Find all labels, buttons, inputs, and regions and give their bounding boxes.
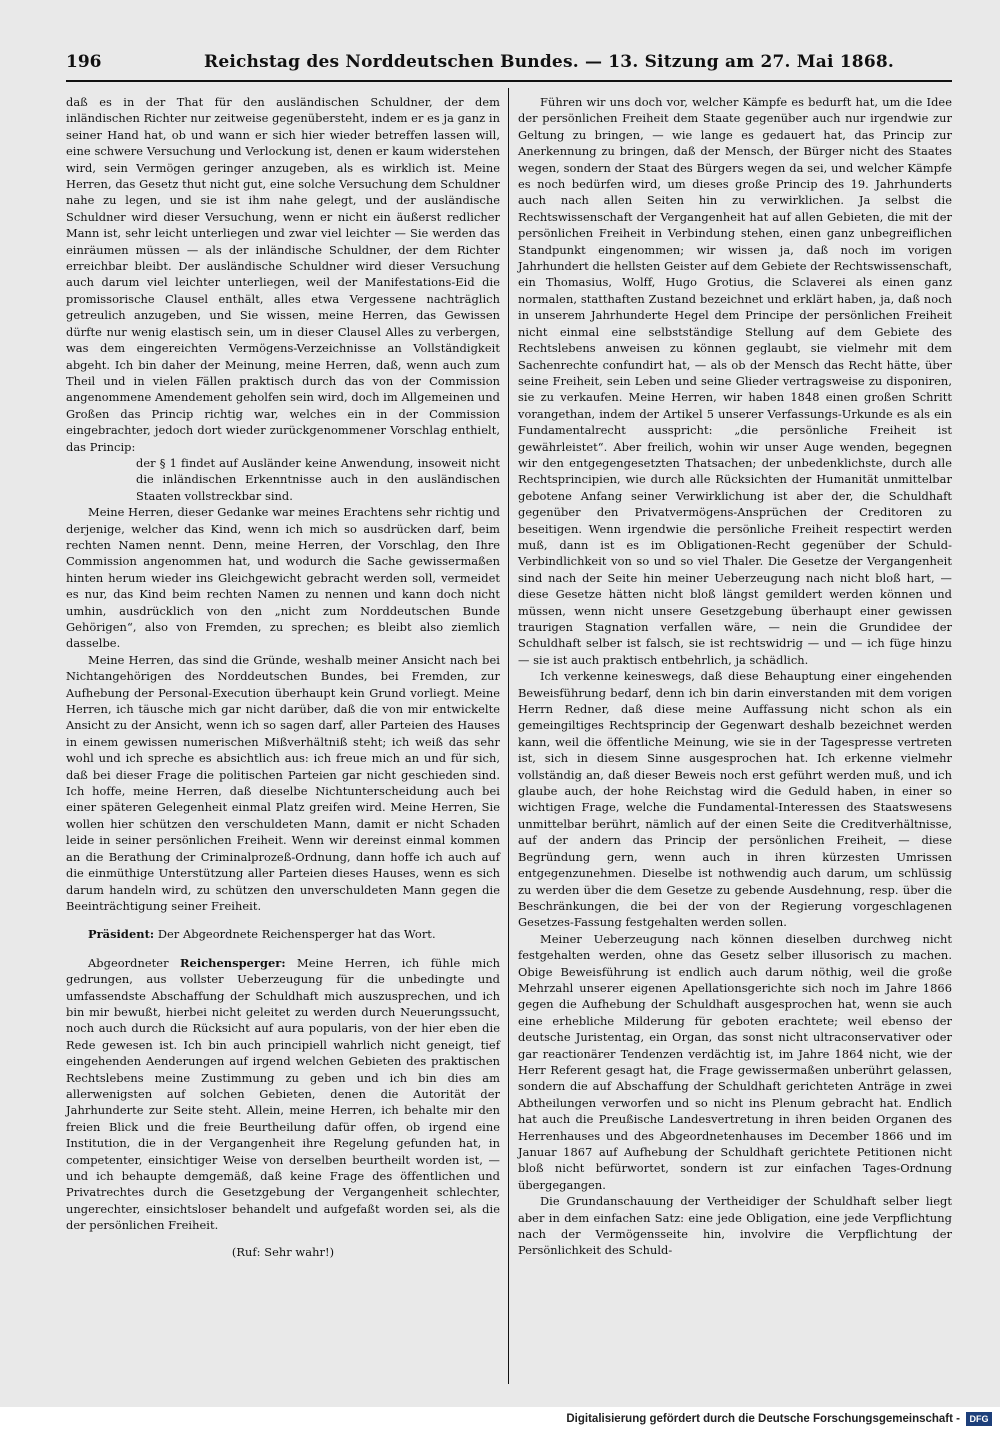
column-divider <box>508 88 509 1384</box>
quoted-proposal: der § 1 findet auf Ausländer keine Anwendung, insoweit nicht die inländischen Erkenntnisse auch in den ausländischen Staaten vollstreckbar sind. <box>136 455 500 503</box>
running-title: Reichstag des Norddeutschen Bundes. — 13. Sitzung am 27. Mai 1868. <box>204 52 894 72</box>
president-text: Der Abgeordnete Reichensperger hat das Wort. <box>157 927 436 942</box>
running-header <box>66 50 984 80</box>
paragraph: Meiner Ueberzeugung nach können dieselben durchweg nicht festgehalten werden, ohne das Gesetz selber illusorisch zu machen. Obige Beweisführung ist endlich auch darum nöthig, weil die große Mehrzahl unserer eigenen Apellationsgerichte sich noch im Jahre 1866 gegen die Aufhebung der Schuldhaft ausgesprochen hat, wenn sie auch eine erhebliche Milderung für geboten erachtete; weil ebenso der deutsche Juristentag, ein Organ, das sonst nicht ultraconservativer oder gar reactionärer Tendenzen verdächtig ist, im Jahre 1864 nicht, wie der Herr Referent gesagt hat, die Frage gewissermaßen unberührt gelassen, sondern die auf Abschaffung der Schuldhaft gerichteten Anträge in zwei Abtheilungen verworfen und so nicht ins Plenum gebracht hat. Endlich hat auch die Preußische Landesvertretung in ihren beiden Organen des Herrenhauses und des Abgeordnetenhauses im December 1866 und im Januar 1867 auf Aufhebung der Schuldhaft gerichtete Petitionen nicht bloß nicht befürwortet, sondern ist zur einfachen Tages-Ordnung übergegangen. <box>518 931 952 1192</box>
dfg-logo: DFG <box>966 1412 992 1426</box>
funding-credit: Digitalisierung gefördert durch die Deutsche Forschungsgemeinschaft - <box>566 1413 960 1425</box>
paragraph: Führen wir uns doch vor, welcher Kämpfe es bedurft hat, um die Idee der persönlichen Freiheit dem Staate gegenüber auch nur irgendwie zur Geltung zu bringen, — wie lange es gedauert hat, das Princip zur Anerkennung zu bringen, daß der Mensch, der Bürger nicht des Staates wegen, sondern der Staat des Bürgers wegen da sei, und welcher Kämpfe es noch bedürfen wird, um dieses große Princip des 19. Jahrhunderts auch nach allen Seiten hin zu verwirklichen. Ja selbst die Rechtswissenschaft der Vergangenheit hat auf allen Gebieten, die mit der persönlichen Freiheit in Verbindung stehen, einen ganz unbegreiflichen Standpunkt eingenommen; wir wissen ja, daß noch im vorigen Jahrhundert die hellsten Geister auf dem Gebiete der Rechtswissenschaft, ein Thomasius, Wolff, Hugo Grotius, die Sclaverei als einen ganz normalen, statthaften Zustand bezeichnet und erklärt haben, ja, daß noch in unserem Jahrhunderte Hegel dem Principe der persönlichen Freiheit nicht einmal eine selbstständige Stellung auf dem Gebiete des Rechtslebens anweisen zu können geglaubt, sie vielmehr mit dem Sachenrechte confundirt hat, — als ob der Mensch das Recht hätte, über seine Freiheit, sein Leben und seine Glieder vertragsweise zu disponiren, sie zu verkaufen. Meine Herren, wir haben 1848 einen großen Schritt vorangethan, indem der Artikel 5 unserer Verfassungs-Urkunde es als ein Fundamentalrecht ausspricht: „die persönliche Freiheit ist gewährleistet“. Aber freilich, wohin wir unser Auge wenden, begegnen wir den entgegengesetzten Thatsachen; der unbedenklichste, durch alle Rechtsprincipien, wie durch alle Rücksichten der Humanität unmittelbar gebotene Anfang seiner Verwirklichung ist aber der, die Schuldhaft gegenüber den Privatvermögens-Ansprüchen der Creditoren zu beseitigen. Wenn irgendwie die persönliche Freiheit respectirt werden muß, dann ist es im Obligationen-Recht gegenüber der Schuld-Verbindlichkeit von so und so viel Thaler. Die Gesetze der Vergangenheit sind nach der Seite hin meiner Ueberzeugung nach nicht bloß hart, — diese Gesetze hätten nicht bloß längst gemildert werden können und müssen, wenn nicht unsere Gesetzgebung überhaupt einer gewissen traurigen Stagnation verfallen wäre, — nein die Grundidee der Schuldhaft selber ist falsch, sie ist rechtswidrig — und — ich füge hinzu — sie ist auch praktisch entbehrlich, ja schädlich. <box>518 95 952 667</box>
paragraph: Die Grundanschauung der Vertheidiger der Schuldhaft selber liegt aber in dem einfachen Satz: eine jede Obligation, eine jede Verpflichtung nach der Vermögensseite hin, involvire die Verpflichtung der Persönlichkeit des Schuld- <box>518 1194 952 1258</box>
interjection: (Ruf: Sehr wahr!) <box>231 1244 335 1259</box>
digitization-footer <box>0 1407 1000 1432</box>
president-label: Präsident: <box>88 927 155 942</box>
speaker-text: Meine Herren, ich fühle mich gedrungen, aus vollster Ueberzeugung für die unbedingte und umfassendste Abschaffung der Schuldhaft mich auszusprechen, und ich bin mir bewußt, hierbei nicht geleitet zu werden durch Neuerungssucht, noch auch durch die Rücksicht auf aura popularis, von der hier eben die Rede gewesen ist. Ich bin auch principiell wahrlich nicht geneigt, tief eingehenden Aenderungen auf irgend welchen Gebieten des praktischen Rechtslebens meine Zustimmung zu geben und ich bin dies am allerwenigsten auf solchen Gebieten, denen die Autorität der Jahrhunderte zur Seite steht. Allein, meine Herren, ich behalte mir den freien Blick und die freie Beurtheilung dafür offen, ob irgend eine Institution, die in der Vergangenheit ihre Regelung gefunden hat, in competenter, einsichtiger Weise von derselben beurtheilt worden ist, — und ich behaupte demgemäß, daß keine Frage des öffentlichen und Privatrechtes durch die Gesetzgebung der Vergangenheit schlechter, ungerechter, einsichtsloser behandelt und aufgefaßt worden sei, als die der persönlichen Freiheit. <box>66 955 500 1233</box>
paragraph: Ich verkenne keineswegs, daß diese Behauptung einer eingehenden Beweisführung bedarf, denn ich bin darin einverstanden mit dem vorigen Herrn Redner, daß diese meine Auffassung nicht schon als ein gemeingiltiges Rechtsprincip der Gegenwart deshalb bezeichnet werden kann, weil die öffentliche Meinung, wie sie in der Tagespresse vertreten ist, sich in diesem Sinne ausgesprochen hat. Ich erkenne vielmehr vollständig an, daß dieser Beweis noch erst geführt werden muß, und ich glaube auch, der hohe Reichstag wird die Geduld haben, in einer so wichtigen Frage, welche die Fundamental-Interessen des Staatswesens unmittelbar berührt, nämlich auf der einen Seite die Creditverhältnisse, auf der andern das Princip der persönlichen Freiheit, — diese Begründung gern, wenn auch in ihren kürzesten Umrissen entgegenzunehmen. Dieselbe ist nothwendig auch darum, um schlüssig zu werden über die dem Gesetze zu gebende Ausdehnung, resp. über die Beschränkungen, die bei der von der Regierung vorgeschlagenen Gesetzes-Fassung festgehalten werden sollen. <box>518 669 952 930</box>
speaker-prefix: Abgeordneter <box>88 955 169 970</box>
president-paragraph <box>66 926 500 942</box>
right-column <box>518 94 952 1259</box>
paragraph: Meine Herren, dieser Gedanke war meines Erachtens sehr richtig und derjenige, welcher das Kind, wenn ich mich so ausdrücken darf, beim rechten Namen nennt. Denn, meine Herren, der Vorschlag, den Ihre Commission angenommen hat, und wodurch die Sache gewissermaßen hinten herum wieder ins Gleichgewicht gebracht werden soll, vermeidet es nur, das Kind beim rechten Namen zu nennen und kann doch nicht umhin, ausdrücklich von den „nicht zum Norddeutschen Bunde Gehörigen“, also von Fremden, zu sprechen; es bleibt also ziemlich dasselbe. <box>66 505 500 651</box>
speaker-name: Reichensperger: <box>180 955 286 970</box>
paragraph: Meine Herren, das sind die Gründe, weshalb meiner Ansicht nach bei Nichtangehörigen des Norddeutschen Bundes, bei Fremden, zur Aufhebung der Personal-Execution überhaupt kein Grund vorliegt. Meine Herren, ich täusche mich gar nicht darüber, daß die von mir entwickelte Ansicht zu der Ansicht, wenn ich so sagen darf, aller Parteien des Hauses in einem gewissen numerischen Mißverhältniß steht; ich weiß das sehr wohl und ich spreche es absichtlich aus: ich freue mich an und für sich, daß bei dieser Frage die politischen Parteien gar nicht geschieden sind. Ich hoffe, meine Herren, daß dieselbe Nichtunterscheidung auch bei einer späteren Gelegenheit einmal Platz greifen wird. Meine Herren, Sie wollen hier schützen den verschuldeten Mann, damit er nicht Schaden leide in seiner persönlichen Freiheit. Wenn wir dereinst einmal kommen an die Berathung der Criminalprozeß-Ordnung, dann hoffe ich auch auf die einmüthige Unterstützung aller Parteien dieses Hauses, wenn es sich darum handeln wird, zu schützen den unverschuldeten Mann gegen die Beeinträchtigung seiner Freiheit. <box>66 652 500 913</box>
header-rule <box>66 80 952 82</box>
left-column <box>66 94 500 1260</box>
speaker-paragraph <box>66 955 500 1234</box>
paragraph: daß es in der That für den ausländischen Schuldner, der dem inländischen Richter nur zeitweise gegenübersteht, indem er es ja ganz in seiner Hand hat, ob und wann er sich hier wieder betreffen lassen will, eine schwere Versuchung und Verlockung ist, denen er kaum widerstehen wird, sein Vermögen geringer anzugeben, als es wirklich ist. Meine Herren, das Gesetz thut nicht gut, eine solche Versuchung dem Schuldner nahe zu legen, und sie ist ihm nahe gelegt, und der ausländische Schuldner wird dieser Versuchung, wenn er nicht ein äußerst redlicher Mann ist, sehr leicht unterliegen und zwar viel leichter — Sie werden das einräumen müssen — als der inländische Schuldner, der dem Richter erreichbar bleibt. Der ausländische Schuldner wird dieser Versuchung auch darum viel leichter unterliegen, weil der Manifestations-Eid die promissorische Clausel enthält, alles etwa Vergessene nachträglich getreulich anzugeben, und Sie wissen, meine Herren, das Gewissen dürfte nur wenig elastisch sein, um in dieser Clausel Alles zu verbergen, was dem eingereichten Vermögens-Verzeichnisse an Vollständigkeit abgeht. Ich bin daher der Meinung, meine Herren, daß, wenn auch zum Theil und in vielen Fällen praktisch durch das von der Commission angenommene Amendement geholfen sein wird, doch im Allgemeinen und Großen das Princip richtig war, welches ein in der Commission eingebrachter, jedoch dort wieder zurückgenommener Vorschlag enthielt, das Princip: <box>66 95 500 454</box>
page-number: 196 <box>66 52 102 72</box>
